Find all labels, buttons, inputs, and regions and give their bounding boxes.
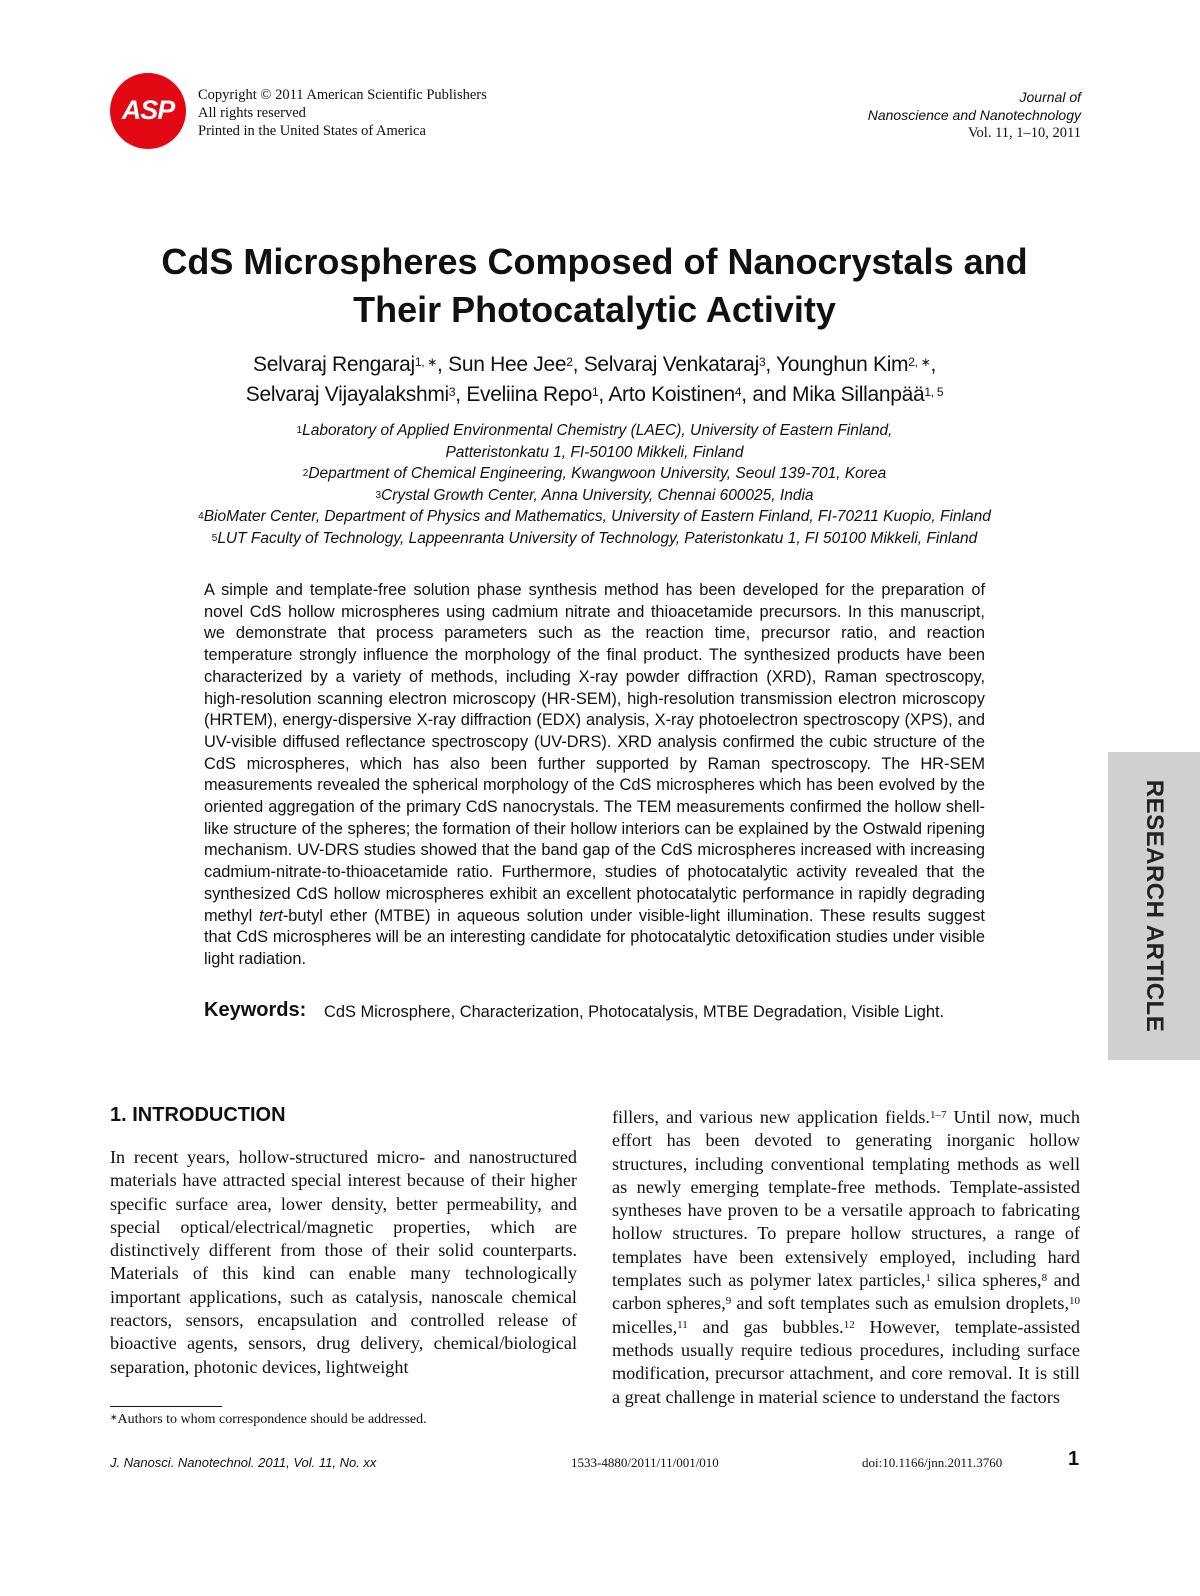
citation: 12 <box>843 1318 855 1331</box>
article-title <box>0 238 1189 334</box>
copyright-line: Copyright © 2011 American Scientific Publishers <box>198 87 487 103</box>
section-heading: 1. INTRODUCTION <box>110 1104 286 1126</box>
author-affil-mark: 1, ∗ <box>414 355 438 369</box>
affiliation: $^1$Laboratory of Applied Environmental Chemistry (LAEC), University of Eastern Finland, <box>296 422 893 439</box>
copyright-block <box>198 86 487 140</box>
body-column-left: In recent years, hollow-structured micro- and nanostructured materials have attracted special interest because of their higher specific surface area, lower density, better permeability, and special optical/electrical/magnetic properties, which are distinctively different from those of their solid counterparts. Materials of this kind can enable many technologically important applications, such as catalysis, nanoscale chemical reactors, sensors, encapsulation and controlled release of bioactive agents, sensors, drug delivery, chemical/biological separation, photonic devices, lightweight <box>110 1147 577 1377</box>
rights-line: All rights reserved <box>198 105 306 121</box>
footer-journal-citation: J. Nanosci. Nanotechnol. 2011, Vol. 11, No. xx <box>110 1455 377 1470</box>
author-affil-mark: 2, ∗ <box>908 355 931 369</box>
author-name: Younghun Kim <box>776 353 909 376</box>
author-line: Selvaraj Vijayalakshmi$^3$, Eveliina Repo$^1$, Arto Koistinen$^4$, and Mika Sillanpää$^{1, 5}$ <box>245 383 944 406</box>
footer-doi: doi:10.1166/jnn.2011.3760 <box>862 1455 1003 1470</box>
footnote-divider <box>110 1406 222 1407</box>
citation: 1–7 <box>929 1109 947 1121</box>
title-line2: Their Photocatalytic Activity <box>353 289 836 330</box>
logo-text: ASP <box>121 95 175 125</box>
journal-name-line1: Journal of <box>1019 89 1081 105</box>
affiliation-list <box>0 420 1189 549</box>
body-column-right: fillers, and various new application fields.$^{1-7}$ Until now, much effort has been devoted to generating inorganic hollow structures, including conventional templating methods as well as newly emerging template-free methods. Template-assisted syntheses have proven to be a versatile approach to fabricating hollow structures. To prepare hollow structures, a range of templates have been extensively employed, including hard templates such as polymer latex particles,$^1$ silica spheres,$^8$ and carbon spheres,$^9$ and soft templates such as emulsion droplets,$^{10}$ micelles,$^{11}$ and gas bubbles.$^{12}$ However, template-assisted methods usually require tedious procedures, including surface modification, precursor attachment, and core removal. It is still a great challenge in material science to understand the factors <box>612 1107 1080 1407</box>
journal-volume: Vol. 11, 1–10, 2011 <box>967 125 1081 141</box>
author-name: Sun Hee Jee <box>448 353 567 376</box>
author-name: Selvaraj Venkataraj <box>583 353 759 376</box>
journal-name-line2: Nanoscience and Nanotechnology <box>867 107 1081 123</box>
affiliation: $^4$BioMater Center, Department of Physics and Mathematics, University of Eastern Finland, FI-70211 Kuopio, Finland <box>198 508 991 525</box>
affiliation: $^3$Crystal Growth Center, Anna University, Chennai 600025, India <box>375 486 814 504</box>
author-affil-mark: 3 <box>758 355 766 369</box>
author-affil-mark: 3 <box>448 385 456 399</box>
author-name: Eveliina Repo <box>466 383 593 406</box>
affiliation: $^2$Department of Chemical Engineering, Kwangwoon University, Seoul 139-701, Korea <box>302 465 887 482</box>
author-list <box>0 350 1189 410</box>
author-affil-mark: 4 <box>734 385 742 399</box>
printed-line: Printed in the United States of America <box>198 123 426 139</box>
citation: 11 <box>677 1318 688 1331</box>
affiliation: Patteristonkatu 1, FI-50100 Mikkeli, Finland <box>445 443 744 461</box>
author-affil-mark: 1, 5 <box>924 385 944 399</box>
page-number: 1 <box>1068 1448 1080 1470</box>
citation: 1 <box>925 1272 931 1285</box>
author-affil-mark: 2 <box>566 355 573 369</box>
author-name: Mika Sillanpää <box>792 383 925 406</box>
author-affil-mark: 1 <box>592 385 599 399</box>
author-name: Arto Koistinen <box>608 383 735 406</box>
keywords-label: Keywords: <box>204 999 307 1021</box>
correspondence-footnote: ∗Authors to whom correspondence should be addressed. <box>110 1412 427 1427</box>
title-line1: CdS Microspheres Composed of Nanocrystals and <box>161 241 1028 282</box>
keywords-text: CdS Microsphere, Characterization, Photocatalysis, MTBE Degradation, Visible Light. <box>324 1003 945 1021</box>
citation: 9 <box>725 1295 732 1308</box>
abstract: A simple and template-free solution phase synthesis method has been developed for the preparation of novel CdS hollow microspheres using cadmium nitrate and thioacetamide precursors. In this manuscript, we demonstrate that process parameters such as the reaction time, precursor ratio, and reaction temperature strongly influence the morphology of the final product. The synthesized products have been characterized by a variety of methods, including X-ray powder diffraction (XRD), Raman spectroscopy, high-resolution scanning electron microscopy (HR-SEM), high-resolution transmission electron microscopy (HRTEM), energy-dispersive X-ray diffraction (EDX) analysis, X-ray photoelectron spectroscopy (XPS), and UV-visible diffused reflectance spectroscopy (UV-DRS). XRD analysis confirmed the cubic structure of the CdS microspheres, which has also been further supported by Raman spectroscopy. The HR-SEM measurements revealed the spherical morphology of the CdS microspheres which has been evolved by the oriented aggregation of the primary CdS nanocrystals. The TEM measurements confirmed the hollow shell-like structure of the spheres; the formation of their hollow interiors can be explained by the Ostwald ripening mechanism. UV-DRS studies showed that the band gap of the CdS microspheres increased with increasing cadmium-nitrate-to-thioacetamide ratio. Furthermore, studies of photocatalytic activity revealed that the synthesized CdS hollow microspheres exhibit an excellent photocatalytic performance in rapidly degrading methyl tert-butyl ether (MTBE) in aqueous solution under visible-light illumination. These results suggest that CdS microspheres will be an interesting candidate for photocatalytic detoxification studies under visible light radiation. <box>204 581 985 968</box>
italic-term: tert <box>259 906 283 925</box>
citation: 8 <box>1041 1272 1048 1285</box>
article-type-tab <box>1108 752 1200 1060</box>
footer-issn: 1533-4880/2011/11/001/010 <box>571 1455 719 1470</box>
article-type-label: RESEARCH ARTICLE <box>1141 779 1168 1033</box>
author-name: Selvaraj Vijayalakshmi <box>245 383 449 406</box>
publisher-logo <box>110 73 186 149</box>
journal-block <box>868 88 1081 142</box>
citation: 10 <box>1069 1295 1080 1308</box>
author-name: Selvaraj Rengaraj <box>253 353 415 376</box>
author-line: Selvaraj Rengaraj$^{1, ∗}$, Sun Hee Jee$^2$, Selvaraj Venkataraj$^3$, Younghun Kim$^{2, ∗}$, <box>253 353 936 376</box>
affiliation: $^5$LUT Faculty of Technology, Lappeenranta University of Technology, Pateristonkatu 1, FI 50100 Mikkeli, Finland <box>211 529 978 547</box>
